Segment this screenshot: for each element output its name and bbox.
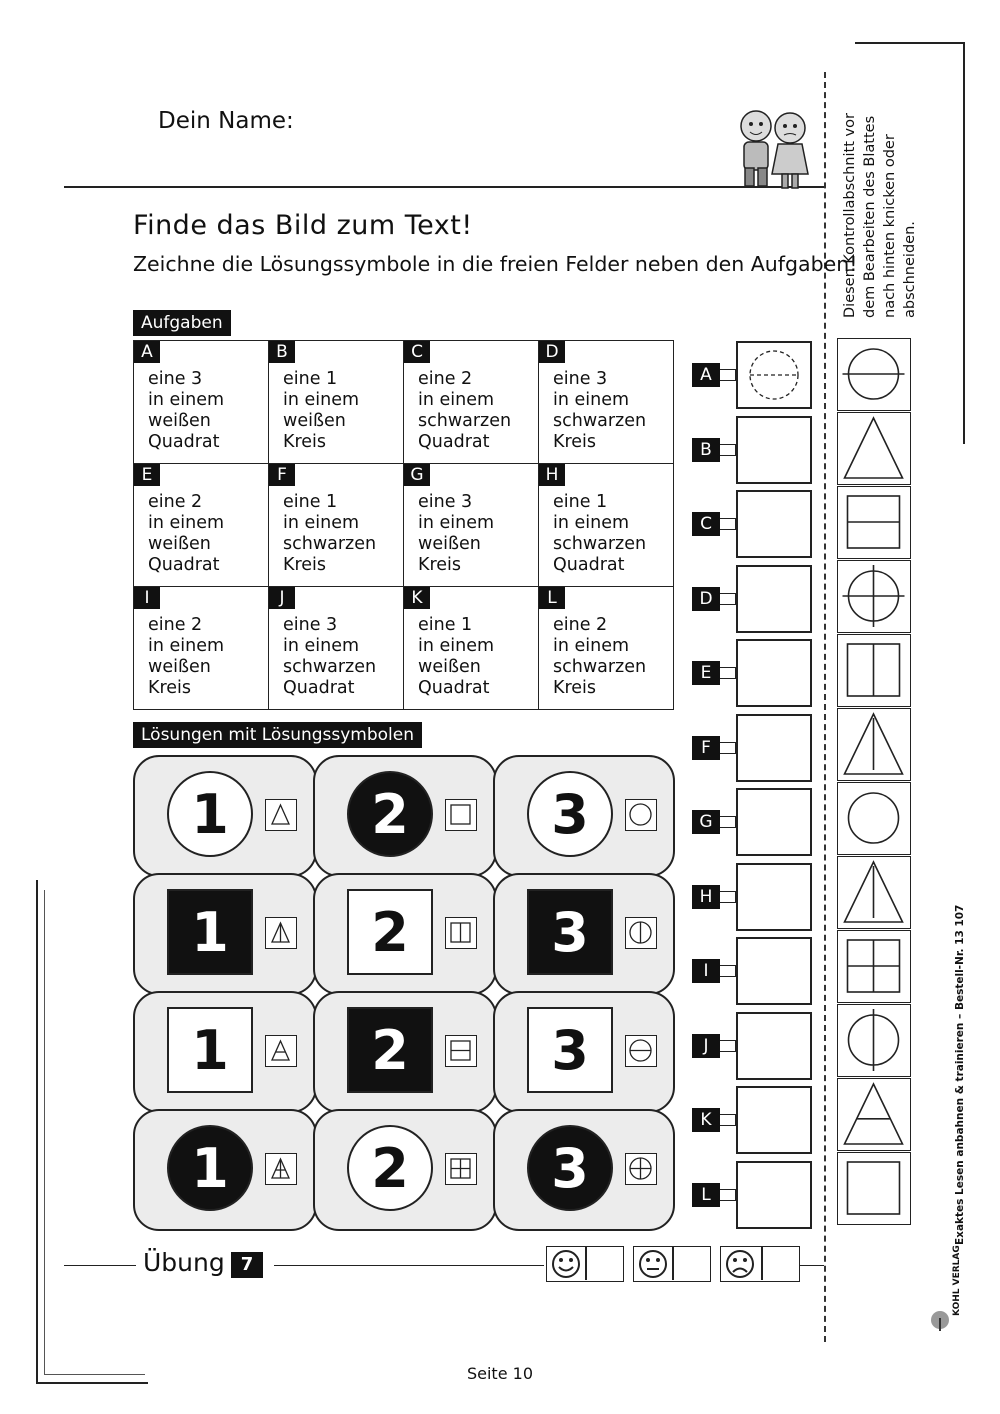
rating-divider (761, 1247, 763, 1280)
name-label: Dein Name: (158, 108, 294, 134)
answer-letter: I (692, 959, 720, 983)
solution-tile (313, 991, 497, 1113)
solution-tile (493, 755, 675, 877)
answer-connector (720, 1040, 736, 1052)
uebung-label: Übung (143, 1248, 225, 1277)
circle-vertical-solution-icon (837, 1004, 911, 1077)
answer-box[interactable] (736, 416, 812, 484)
footer-line-mid (274, 1265, 544, 1266)
task-text: eine 1 in einem schwarzen Quadrat (553, 492, 647, 575)
solution-tile (133, 755, 317, 877)
answer-connector (720, 1114, 736, 1126)
task-cell (269, 587, 404, 710)
answer-letter: A (692, 363, 720, 387)
task-text: eine 3 in einem weißen Quadrat (148, 369, 225, 452)
answer-box[interactable] (736, 1086, 812, 1154)
answer-box[interactable] (736, 714, 812, 782)
task-letter: L (539, 587, 565, 609)
solution-tile (493, 991, 675, 1113)
task-cell (404, 587, 539, 710)
publisher-info: Exaktes Lesen anbahnen & trainieren – Bestell-Nr. 13 107 (954, 904, 966, 1245)
task-text: eine 3 in einem schwarzen Kreis (553, 369, 647, 452)
answer-letter: L (692, 1183, 720, 1207)
solution-tile (493, 873, 675, 995)
square-horizontal-solution-icon (837, 486, 911, 559)
task-cell (269, 464, 404, 587)
rating-sad[interactable] (720, 1246, 800, 1282)
rating-divider (585, 1247, 587, 1280)
task-letter: F (269, 464, 295, 486)
task-cell (134, 341, 269, 464)
uebung-number: 7 (231, 1252, 263, 1278)
square-symbol-icon (445, 799, 477, 831)
answer-connector (720, 518, 736, 530)
happy-face-icon (547, 1247, 585, 1280)
answer-box[interactable] (736, 863, 812, 931)
square-solution-icon (837, 1152, 911, 1225)
answer-letter: D (692, 587, 720, 611)
publisher-logo (928, 1245, 962, 1332)
square-cross-solution-icon (837, 930, 911, 1003)
task-letter: G (404, 464, 430, 486)
task-text: eine 3 in einem schwarzen Quadrat (283, 615, 377, 698)
name-line[interactable] (64, 186, 824, 188)
task-cell (134, 587, 269, 710)
answer-box[interactable] (736, 490, 812, 558)
kids-illustration (732, 104, 816, 192)
solution-number: 2 (347, 1125, 433, 1211)
task-letter: C (404, 341, 430, 363)
task-cell (404, 341, 539, 464)
answer-box[interactable] (736, 937, 812, 1005)
answer-box[interactable] (736, 788, 812, 856)
answer-box[interactable] (736, 341, 812, 409)
answer-letter: E (692, 661, 720, 685)
page-number: Seite 10 (466, 1364, 533, 1383)
triangle-horizontal-solution-icon (837, 1078, 911, 1151)
solution-number: 3 (527, 889, 613, 975)
solution-number: 2 (347, 771, 433, 857)
task-text: eine 2 in einem weißen Kreis (148, 615, 225, 698)
task-cell (269, 341, 404, 464)
circle-horizontal-solution-icon (837, 338, 911, 411)
solution-tile (493, 1109, 675, 1231)
circle-cross-symbol-icon (625, 1153, 657, 1185)
task-letter: E (134, 464, 160, 486)
solution-number: 2 (347, 1007, 433, 1093)
answer-connector (720, 1189, 736, 1201)
control-strip-note: Diesen Kontrollabschnitt vor dem Bearbeiten des Blattes nach hinten knicken oder abschneiden. (842, 113, 918, 318)
triangle-horizontal-symbol-icon (265, 1035, 297, 1067)
solution-number: 1 (167, 889, 253, 975)
rating-divider (672, 1247, 674, 1280)
answer-letter: K (692, 1108, 720, 1132)
square-horizontal-symbol-icon (445, 1035, 477, 1067)
task-cell (539, 587, 674, 710)
solution-number: 3 (527, 771, 613, 857)
rating-happy[interactable] (546, 1246, 624, 1282)
task-text: eine 2 in einem weißen Quadrat (148, 492, 225, 575)
task-letter: H (539, 464, 565, 486)
task-cell (539, 464, 674, 587)
task-text: eine 1 in einem weißen Kreis (283, 369, 360, 452)
task-text: eine 3 in einem weißen Kreis (418, 492, 495, 575)
triangle-solution-icon (837, 412, 911, 485)
circle-symbol-icon (625, 799, 657, 831)
page-title: Finde das Bild zum Text! (133, 210, 473, 241)
solutions-label: Lösungen mit Lösungssymbolen (133, 722, 422, 748)
answer-box[interactable] (736, 1161, 812, 1229)
task-letter: A (134, 341, 160, 363)
solution-number: 1 (167, 1125, 253, 1211)
circle-horizontal-symbol-icon (625, 1035, 657, 1067)
square-vertical-symbol-icon (445, 917, 477, 949)
task-letter: I (134, 587, 160, 609)
task-letter: J (269, 587, 295, 609)
triangle-vertical-symbol-icon (265, 917, 297, 949)
answer-connector (720, 667, 736, 679)
answer-box[interactable] (736, 639, 812, 707)
answer-connector (720, 965, 736, 977)
tasks-label: Aufgaben (133, 310, 231, 336)
triangle-vertical-solution-icon (837, 708, 911, 781)
task-letter: B (269, 341, 295, 363)
answer-connector (720, 891, 736, 903)
solution-tile (313, 1109, 497, 1231)
answer-letter: G (692, 810, 720, 834)
footer-line-left (64, 1265, 136, 1266)
sad-face-icon (721, 1247, 759, 1280)
answer-letter: F (692, 736, 720, 760)
answer-letter: B (692, 438, 720, 462)
answer-box[interactable] (736, 1012, 812, 1080)
instructions: Zeichne die Lösungssymbole in die freien Felder neben den Aufgaben! (133, 252, 858, 276)
task-text: eine 1 in einem schwarzen Kreis (283, 492, 377, 575)
answer-connector (720, 742, 736, 754)
solution-number: 1 (167, 771, 253, 857)
task-text: eine 1 in einem weißen Quadrat (418, 615, 495, 698)
answer-letter: J (692, 1034, 720, 1058)
circle-vertical-symbol-icon (625, 917, 657, 949)
answer-letter: C (692, 512, 720, 536)
solution-tile (313, 873, 497, 995)
solution-number: 2 (347, 889, 433, 975)
solution-tile (133, 1109, 317, 1231)
triangle-cross-symbol-icon (265, 1153, 297, 1185)
task-letter: D (539, 341, 565, 363)
task-cell (404, 464, 539, 587)
solution-tile (133, 873, 317, 995)
solution-tile (133, 991, 317, 1113)
circle-solution-icon (837, 782, 911, 855)
solution-number: 1 (167, 1007, 253, 1093)
rating-neutral[interactable] (633, 1246, 711, 1282)
example-circle-horizontal-icon (738, 343, 810, 407)
answer-box[interactable] (736, 565, 812, 633)
solution-number: 3 (527, 1125, 613, 1211)
triangle-vertical-solution-icon (837, 856, 911, 929)
tree-icon (928, 1262, 952, 1332)
task-cell (134, 464, 269, 587)
solution-tile (313, 755, 497, 877)
footer-line-right (800, 1265, 824, 1266)
corner-frame-bottom-left-inner (44, 890, 145, 1375)
square-vertical-solution-icon (837, 634, 911, 707)
circle-cross-solution-icon (837, 560, 911, 633)
publisher-logo-text: KOHL VERLAG (952, 1245, 962, 1316)
task-cell (539, 341, 674, 464)
tasks-table (133, 340, 674, 710)
neutral-face-icon (634, 1247, 672, 1280)
answer-connector (720, 444, 736, 456)
square-cross-symbol-icon (445, 1153, 477, 1185)
task-text: eine 2 in einem schwarzen Kreis (553, 615, 647, 698)
answer-connector (720, 816, 736, 828)
answer-connector (720, 593, 736, 605)
answer-letter: H (692, 885, 720, 909)
task-letter: K (404, 587, 430, 609)
triangle-symbol-icon (265, 799, 297, 831)
answer-connector (720, 369, 736, 381)
task-text: eine 2 in einem schwarzen Quadrat (418, 369, 512, 452)
solution-number: 3 (527, 1007, 613, 1093)
